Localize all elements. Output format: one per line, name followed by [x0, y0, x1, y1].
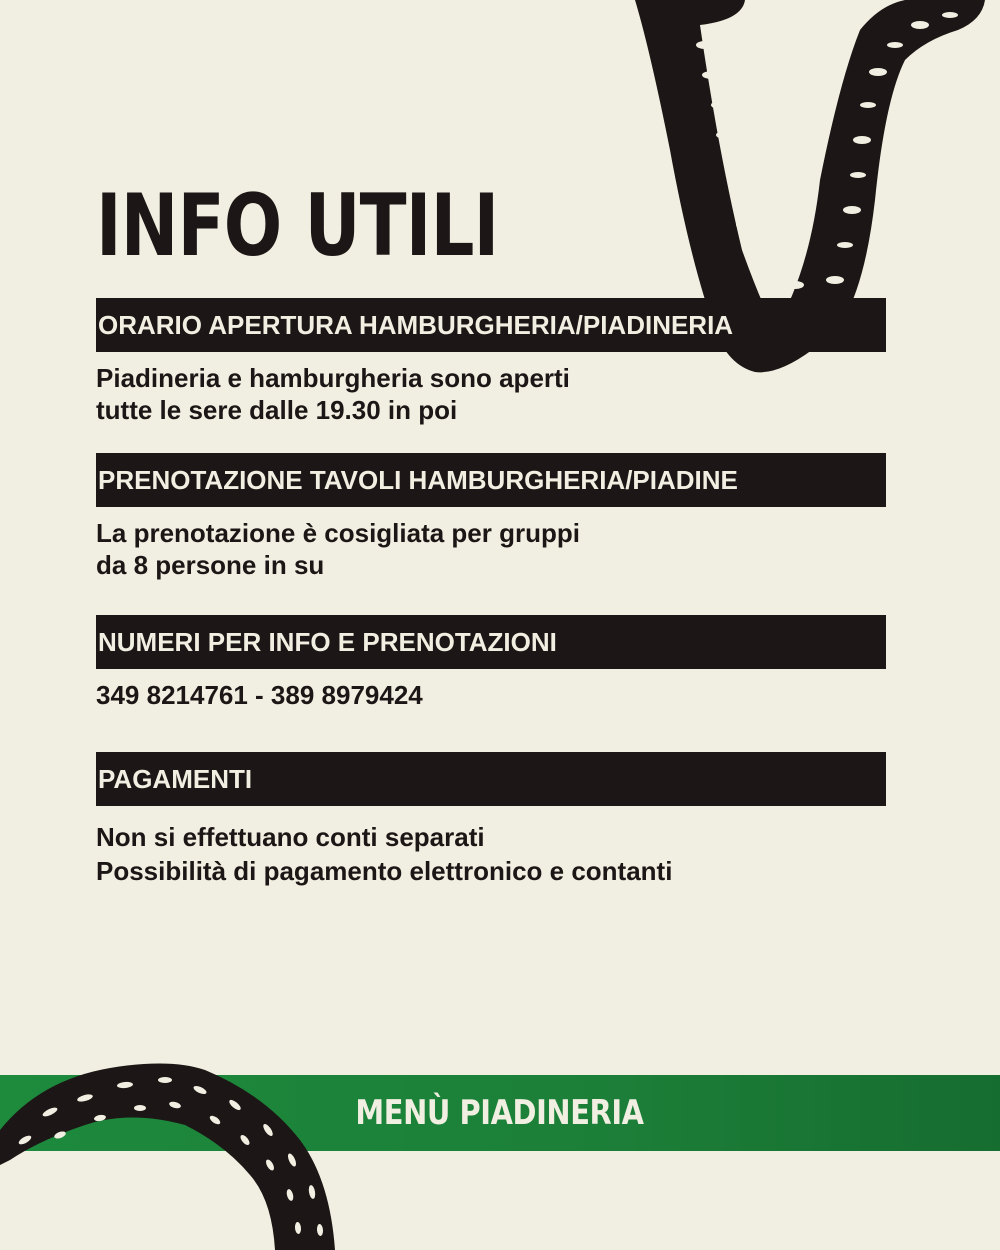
- section-body: [96, 517, 886, 581]
- section-heading: ORARIO APERTURA HAMBURGHERIA/PIADINERIA: [96, 298, 886, 352]
- section-text-line: da 8 persone in su: [96, 550, 325, 580]
- section-text-line: tutte le sere dalle 19.30 in poi: [96, 395, 458, 425]
- section-body: [96, 679, 886, 711]
- section-opening-hours: [96, 298, 886, 426]
- menu-piadineria-button[interactable]: [0, 1075, 1000, 1151]
- section-body: [96, 362, 886, 426]
- section-text-line: La prenotazione è cosigliata per gruppi: [96, 518, 580, 548]
- section-heading: PRENOTAZIONE TAVOLI HAMBURGHERIA/PIADINE: [96, 453, 886, 507]
- section-heading: PAGAMENTI: [96, 752, 886, 806]
- section-table-booking: [96, 453, 886, 581]
- section-text-line: Piadineria e hamburgheria sono aperti: [96, 363, 570, 393]
- section-contact-numbers: [96, 615, 886, 711]
- section-body: [96, 820, 886, 888]
- section-text-line: Non si effettuano conti separati: [96, 822, 485, 852]
- menu-button-label: MENÙ PIADINERIA: [355, 1093, 645, 1133]
- section-payments: [96, 752, 886, 888]
- page-title: INFO UTILI: [96, 176, 499, 276]
- section-heading: NUMERI PER INFO E PRENOTAZIONI: [96, 615, 886, 669]
- section-text-line: Possibilità di pagamento elettronico e contanti: [96, 856, 673, 886]
- phone-numbers[interactable]: 349 8214761 - 389 8979424: [96, 680, 423, 710]
